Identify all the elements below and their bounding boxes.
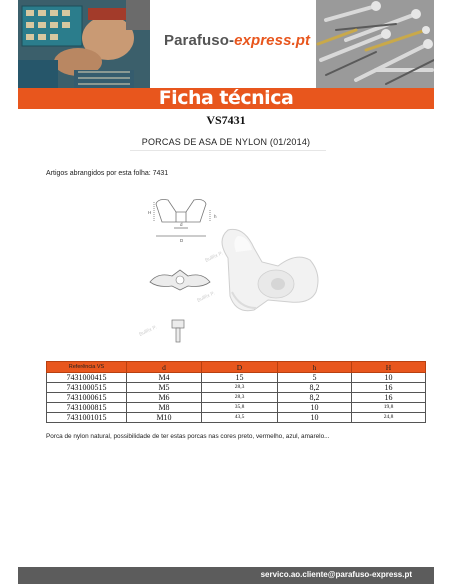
table-row [47, 393, 426, 403]
page-title: Ficha técnica [158, 87, 294, 109]
col-header-h: h [278, 362, 352, 373]
table-row [47, 383, 426, 393]
cell-h: 10 [278, 413, 352, 423]
table-header-row [47, 362, 426, 373]
dimensions-table-wrap [46, 361, 425, 423]
cell-H: 10 [352, 373, 426, 383]
watermark-1: Bullfix P. [196, 290, 216, 304]
cell-D: 35,8 [202, 403, 278, 413]
cell-ref: 7431000515 [47, 383, 127, 393]
cell-d: M6 [127, 393, 202, 403]
cell-d: M8 [127, 403, 202, 413]
watermark-2: Bullfix P. [138, 324, 158, 338]
cell-ref: 7431000815 [47, 403, 127, 413]
cell-h: 8,2 [278, 393, 352, 403]
cell-D: 28,3 [202, 383, 278, 393]
header-banner [18, 0, 434, 88]
cell-h: 10 [278, 403, 352, 413]
col-header-D: D [202, 362, 278, 373]
cell-D: 43,5 [202, 413, 278, 423]
cell-D: 15 [202, 373, 278, 383]
cell-h: 5 [278, 373, 352, 383]
cell-D: 28,3 [202, 393, 278, 403]
watermark-3: Bullfix P. [204, 250, 224, 264]
brand-logo [164, 32, 310, 49]
cell-H: 19,8 [352, 403, 426, 413]
wing-nut-render [222, 229, 318, 310]
technical-drawing [128, 192, 328, 352]
table-row [47, 373, 426, 383]
cell-d: M4 [127, 373, 202, 383]
product-note: Porca de nylon natural, possibilidade de ter estas porcas nas cores preto, vermelho, azul, amarelo... [46, 433, 330, 440]
col-header-H: H [352, 362, 426, 373]
side-view-drawing [150, 270, 210, 290]
dim-label-d: d [180, 222, 183, 227]
col-header-d: d [127, 362, 202, 373]
footer-bar [18, 567, 434, 584]
product-code: VS7431 [206, 113, 246, 127]
dim-label-H: H [148, 210, 152, 215]
product-subtitle: PORCAS DE ASA DE NYLON (01/2014) [141, 137, 311, 147]
front-view-drawing [154, 200, 210, 237]
table-row [47, 403, 426, 413]
cell-H: 24,8 [352, 413, 426, 423]
logo-text-1: Parafuso- [164, 32, 235, 49]
screws-photo [316, 0, 434, 88]
workshop-photo [18, 0, 150, 88]
bolt-view-drawing [172, 320, 184, 342]
cell-H: 16 [352, 393, 426, 403]
dim-label-D: D [180, 238, 184, 243]
cell-ref: 7431000615 [47, 393, 127, 403]
customer-service-email-link[interactable]: servico.ao.cliente@parafuso-express.pt [260, 570, 412, 579]
cell-d: M10 [127, 413, 202, 423]
cell-H: 16 [352, 383, 426, 393]
cell-h: 8,2 [278, 383, 352, 393]
logo-text-2: express.pt [234, 32, 311, 49]
subtitle-divider [130, 150, 326, 151]
table-row [47, 413, 426, 423]
datasheet-page [18, 0, 434, 584]
cell-d: M5 [127, 383, 202, 393]
articles-covered: Artigos abrangidos por esta folha: 7431 [46, 170, 169, 177]
cell-ref: 7431001015 [47, 413, 127, 423]
dim-label-h: h [214, 214, 217, 219]
dimensions-table [46, 361, 426, 423]
cell-ref: 7431000415 [47, 373, 127, 383]
col-header-ref: Referência VS [47, 362, 127, 373]
